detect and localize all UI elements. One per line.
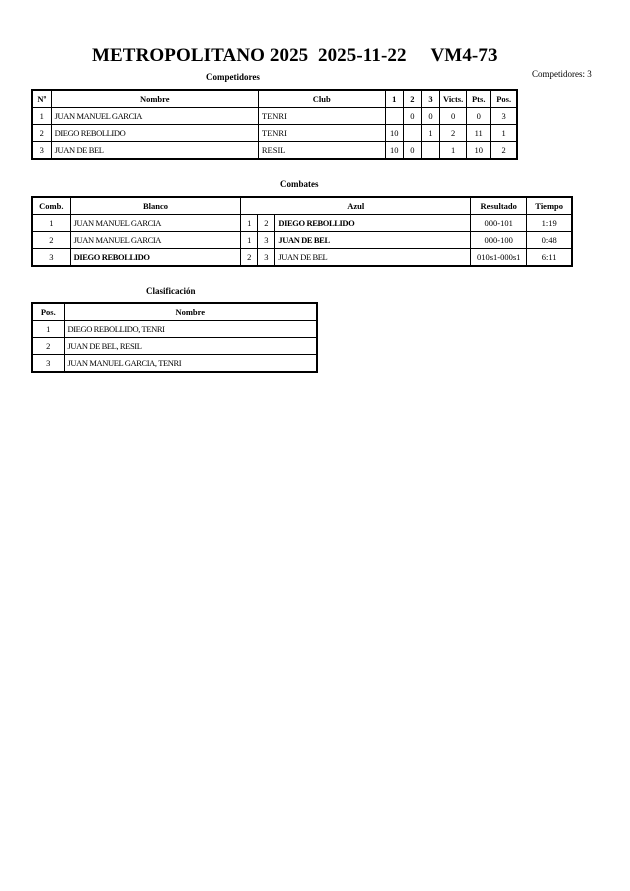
col-victories: Victs. [440, 90, 467, 108]
cell-white-number: 2 [241, 249, 258, 267]
competitors-header-row [32, 90, 517, 108]
cell-round-2: 0 [403, 108, 421, 125]
cell-blue-number: 3 [258, 232, 275, 249]
cell-combat: 2 [32, 232, 70, 249]
cell-combat: 3 [32, 249, 70, 267]
col-number: Nº [32, 90, 51, 108]
cell-points: 0 [467, 108, 491, 125]
cell-round-3: 0 [421, 108, 439, 125]
cell-round-1: 10 [385, 142, 403, 160]
cell-blue-number: 3 [258, 249, 275, 267]
cell-blue-name: DIEGO REBOLLIDO [275, 215, 471, 232]
classification-table [31, 302, 318, 373]
cell-time: 0:48 [527, 232, 572, 249]
competitors-section-title: Competidores [206, 72, 260, 82]
col-name: Nombre [51, 90, 258, 108]
combats-header-row [32, 197, 572, 215]
cell-round-3 [421, 142, 439, 160]
cell-position: 2 [32, 338, 64, 355]
cell-round-1 [385, 108, 403, 125]
cell-position: 1 [32, 321, 64, 338]
cell-victories: 1 [440, 142, 467, 160]
table-row [32, 125, 517, 142]
col-time: Tiempo [527, 197, 572, 215]
table-row [32, 142, 517, 160]
cell-blue-number: 2 [258, 215, 275, 232]
col-combat: Comb. [32, 197, 70, 215]
cell-white-name: JUAN MANUEL GARCIA [70, 232, 241, 249]
cell-name: JUAN DE BEL [51, 142, 258, 160]
cell-number: 3 [32, 142, 51, 160]
cell-position: 3 [32, 355, 64, 373]
cell-name: DIEGO REBOLLIDO, TENRI [64, 321, 317, 338]
cell-position: 2 [491, 142, 517, 160]
col-name: Nombre [64, 303, 317, 321]
cell-points: 11 [467, 125, 491, 142]
cell-name: JUAN DE BEL, RESIL [64, 338, 317, 355]
cell-points: 10 [467, 142, 491, 160]
table-row [32, 232, 572, 249]
col-white: Blanco [70, 197, 241, 215]
col-round-1: 1 [385, 90, 403, 108]
cell-round-1: 10 [385, 125, 403, 142]
table-row [32, 321, 317, 338]
table-row [32, 249, 572, 267]
col-position: Pos. [32, 303, 64, 321]
table-row [32, 108, 517, 125]
cell-number: 2 [32, 125, 51, 142]
cell-result: 010s1-000s1 [471, 249, 527, 267]
cell-name: JUAN MANUEL GARCIA, TENRI [64, 355, 317, 373]
col-blue: Azul [241, 197, 471, 215]
cell-number: 1 [32, 108, 51, 125]
col-position: Pos. [491, 90, 517, 108]
classification-section-title: Clasificación [146, 286, 196, 296]
cell-victories: 0 [440, 108, 467, 125]
table-row [32, 338, 317, 355]
cell-victories: 2 [440, 125, 467, 142]
cell-time: 6:11 [527, 249, 572, 267]
classification-header-row [32, 303, 317, 321]
cell-position: 3 [491, 108, 517, 125]
cell-blue-name: JUAN DE BEL [275, 232, 471, 249]
col-points: Pts. [467, 90, 491, 108]
cell-result: 000-100 [471, 232, 527, 249]
combats-table [31, 196, 573, 267]
competitors-count: Competidores: 3 [532, 69, 592, 79]
col-club: Club [258, 90, 385, 108]
table-row [32, 355, 317, 373]
cell-club: RESIL [258, 142, 385, 160]
cell-combat: 1 [32, 215, 70, 232]
page-title: METROPOLITANO 2025 2025-11-22 VM4-73 [92, 45, 498, 66]
col-round-3: 3 [421, 90, 439, 108]
cell-round-2: 0 [403, 142, 421, 160]
table-row [32, 215, 572, 232]
cell-name: DIEGO REBOLLIDO [51, 125, 258, 142]
cell-white-number: 1 [241, 215, 258, 232]
cell-result: 000-101 [471, 215, 527, 232]
cell-white-name: JUAN MANUEL GARCIA [70, 215, 241, 232]
cell-blue-name: JUAN DE BEL [275, 249, 471, 267]
combats-section-title: Combates [280, 179, 319, 189]
cell-white-number: 1 [241, 232, 258, 249]
cell-name: JUAN MANUEL GARCIA [51, 108, 258, 125]
cell-position: 1 [491, 125, 517, 142]
cell-club: TENRI [258, 108, 385, 125]
cell-round-2 [403, 125, 421, 142]
cell-round-3: 1 [421, 125, 439, 142]
cell-club: TENRI [258, 125, 385, 142]
col-round-2: 2 [403, 90, 421, 108]
cell-time: 1:19 [527, 215, 572, 232]
competitors-table [31, 89, 518, 160]
cell-white-name: DIEGO REBOLLIDO [70, 249, 241, 267]
col-result: Resultado [471, 197, 527, 215]
